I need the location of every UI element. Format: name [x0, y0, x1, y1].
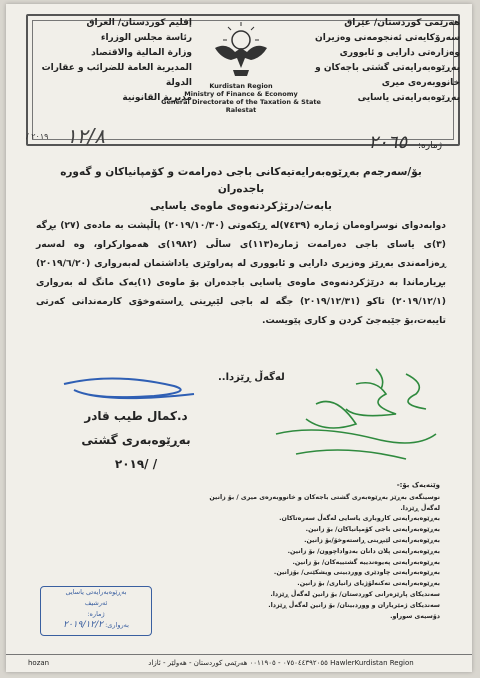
stamp-line: ژمارە:	[87, 610, 105, 618]
green-handwritten-note-icon	[256, 364, 456, 474]
list-item: بەڕێوەبەرایەتی کاروباری یاسایی لەگەڵ سەرەتاکان.	[279, 515, 440, 523]
header-line: General Directorate of the Taxation & State Ralestat	[161, 98, 321, 114]
header-line: سەرۆکایەتی ئەنجومەنی وەزیران	[315, 33, 460, 43]
document-page	[6, 4, 472, 672]
header-line: بەڕێوەبەرایەتی گشتی باجەکان و خانووبەرەی میری	[315, 63, 460, 88]
header-line: المديرية العامة للضرائب و عقارات الدولة	[41, 63, 192, 88]
header-line: رئاسة مجلس الوزراء	[100, 33, 192, 43]
header-line: بەڕێوەبەرایەتی یاسایی	[357, 93, 460, 103]
regards: لەگەڵ ڕێزدا..	[218, 372, 285, 383]
copies-heading: وێنەیەک بۆ:-	[396, 481, 440, 489]
recipient-line: بۆ/سەرجەم بەڕێوەبەرایەتیەکانی باجی دەرامەت و کۆمپانیاکان و گەورە باجدەران	[60, 166, 422, 195]
header-line: وزارة المالية والاقتصاد	[91, 48, 192, 58]
handwritten-date: ١٢/٨	[66, 124, 105, 148]
letter-title	[36, 164, 446, 215]
signature-date: / /٢٠١٩	[114, 457, 158, 471]
footer-watermark-text: hozan	[28, 659, 50, 667]
signatory-title: بەڕێوەبەری گشتی	[81, 433, 191, 447]
stamp-line: بەرواری: ٢٠١٩/١٢/٢	[63, 620, 129, 630]
header-line: مديرية القانونية	[122, 93, 192, 103]
document-number	[368, 132, 442, 153]
list-item: نوسینگەی بەڕێز بەڕێوەبەری گشتی باجەکان و خانووبەرەی میری / بۆ زانین لەگەڵ ڕێزدا.	[209, 493, 440, 512]
header-line: Kurdistan Region	[209, 82, 273, 90]
kurdistan-eagle-emblem-icon	[211, 18, 271, 80]
list-item: بەڕێوەبەرایەتی لێبڕینی ڕاستەوخۆ/بۆ زانین.	[304, 536, 440, 544]
page-footer	[6, 654, 472, 672]
list-item: بەڕێوەبەرایەتی پلان دانان بەدواداچوون/ بۆ زانین.	[287, 547, 440, 555]
stamp-line: ئەرشیف	[84, 599, 108, 607]
list-item: سەندیکای ژمێریاران و ووردبینان/ بۆ زانین لەگەڵ ڕێزدا.	[268, 601, 440, 609]
list-item: سەندیکای پارێزەرانی کوردستان/ بۆ زانین لەگەڵ ڕێزدا.	[270, 590, 440, 598]
signature-block	[76, 404, 196, 476]
header-line: هەرێمی کوردستان/ عێراق	[344, 18, 460, 28]
header-line: إقليم كوردستان/ العراق	[86, 18, 192, 28]
number-value: ٢٠٦٥	[368, 132, 408, 153]
copies-list	[190, 480, 440, 622]
stamp-date: ٢٠١٩/١٢/٢	[63, 620, 104, 630]
list-item: بەڕێوەبەرایەتی پەیوەندییە گشتییەکان/ بۆ زانین.	[292, 558, 440, 566]
list-item: دۆسیەی سوراو.	[390, 612, 440, 620]
subject-line: بابەت/درێژکردنەوەی ماوەی یاسایی	[150, 200, 332, 212]
printed-date: / ۲۰۱۹	[26, 132, 49, 141]
number-label: ژمارە:	[417, 141, 442, 151]
signatory-name: د.كمال طيب قادر	[84, 409, 188, 423]
archive-stamp	[40, 586, 152, 636]
header-line: وەزارەتی دارایی و ئابووری	[339, 48, 460, 58]
stamp-line: بەڕێوەبەرایەتی یاسایی	[65, 588, 127, 596]
list-item: بەڕێوەبەرایەتی باجی کۆمپانیاکان/ بۆ زانین.	[305, 526, 440, 534]
list-item: بەڕێوەبەرایەتی تەکنەلۆژیای زانیاری/ بۆ زانین.	[297, 580, 440, 588]
footer-address: HawlerKurdistan Region ٠٧٥٠٤٤٣٩٢٠٥٥ - ٠٠١١٩٠٥ هەرێمی كوردستان - هەولێر - ئازاد	[148, 659, 414, 667]
letter-body: دوابەدوای نوسراوەمان ژمارە (٧٤٣٩)لە ڕێکەوتی (٢٠١٩/١٠/٣٠) پاڵپشت بە مادەی (٢٧) بڕگە (٣)ی یاسای باجی دەرامەت ژمارە(١١٣)ی ساڵی (١٩٨٢)ی هەمواركراو، وە لەسەر ڕەزامەندی بەڕێز وەزیری دارایی و ئابووری لە پەراوێزی یاداشتمان لەبەرواری (٢٠١٩/٦/٢٠) بڕیارماندا بە درێژکردنەوەی ماوەی یاسایی باجدەران بۆ ماوەی (١)یەک مانگ لە بەرواری (٢٠١٩/١٢/١) تاکو (٢٠١٩/١٢/٣١) جگە لە باجی لێبڕینی ڕاستەوخۆی کارمەندانی کەرتی تایبەت،بۆ جێبەجێ کردن و کاری پێویست.	[36, 220, 447, 326]
header-line: Ministry of Finance & Economy	[184, 90, 298, 98]
list-item: بەڕێوەبەرایەتی چاودێری ووردبینی ویشکێنی/ بۆزانین.	[273, 569, 440, 577]
letterhead-english	[146, 82, 336, 114]
